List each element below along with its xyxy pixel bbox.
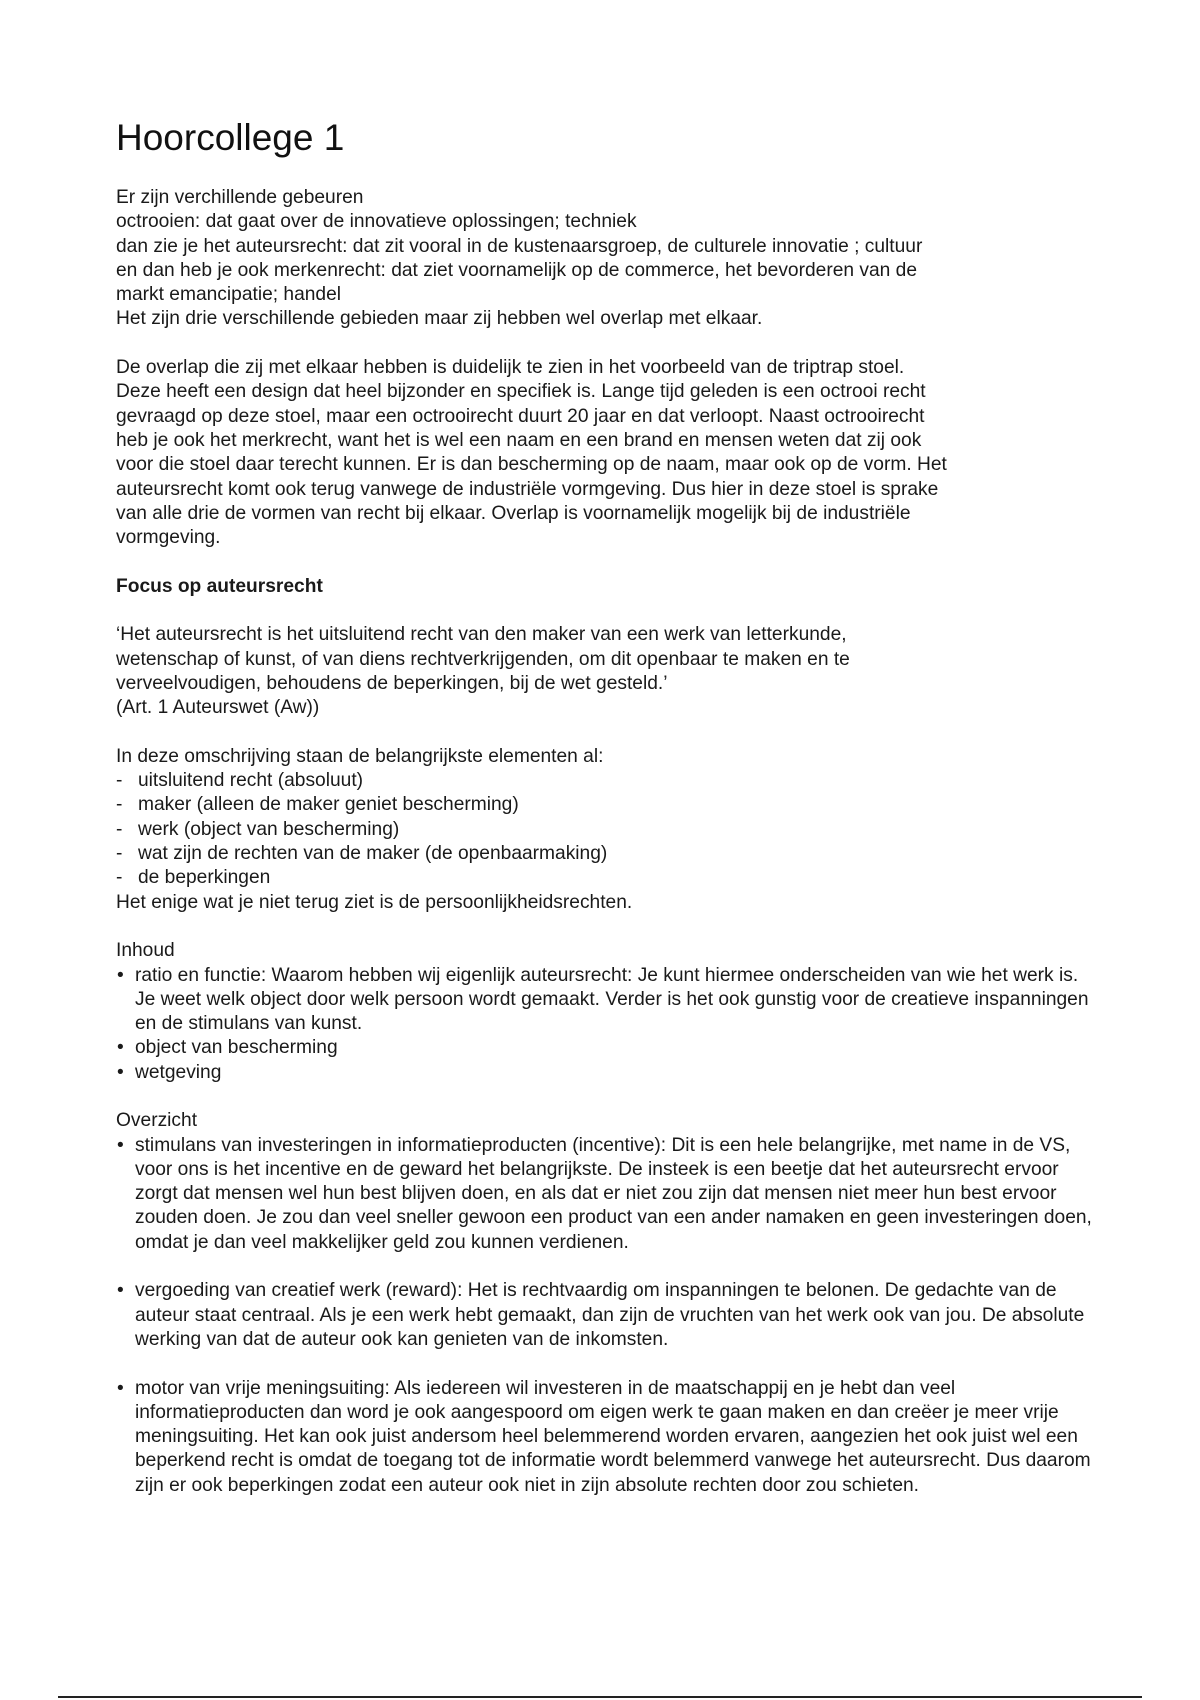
footer-divider bbox=[58, 1696, 1142, 1698]
intro-line: Er zijn verchillende gebeuren bbox=[116, 187, 364, 208]
list-item bbox=[116, 793, 1096, 817]
paragraph-line: gevraagd op deze stoel, maar een octrooirecht duurt 20 jaar en dat verloopt. Naast octrooirecht bbox=[116, 405, 925, 427]
list-item bbox=[116, 1279, 1096, 1352]
list-item bbox=[116, 964, 1096, 1037]
list-item bbox=[116, 769, 1096, 793]
quote-line: verveelvoudigen, behoudens de beperkingen, bij de wet gesteld.’ bbox=[116, 672, 668, 694]
dash-marker: - bbox=[116, 770, 123, 792]
elements-intro: In deze omschrijving staan de belangrijkste elementen al: bbox=[116, 745, 604, 767]
law-quote bbox=[116, 623, 1096, 720]
intro-paragraph bbox=[116, 186, 1096, 332]
document-page bbox=[116, 116, 1096, 1498]
overzicht-list bbox=[116, 1134, 1096, 1255]
intro-line: octrooien: dat gaat over de innovatieve oplossingen; techniek bbox=[116, 211, 637, 233]
list-item-text: de beperkingen bbox=[138, 867, 271, 889]
paragraph-line: heb je ook het merkrecht, want het is wel een naam en een brand en mensen weten dat zij ook bbox=[116, 429, 922, 451]
overzicht-list bbox=[116, 1279, 1096, 1352]
dash-marker: - bbox=[116, 794, 123, 816]
list-item bbox=[116, 866, 1096, 890]
list-item-text: object van bescherming bbox=[135, 1037, 338, 1059]
list-item bbox=[116, 1377, 1096, 1498]
overzicht-heading: Overzicht bbox=[116, 1110, 198, 1132]
list-item-text: uitsluitend recht (absoluut) bbox=[138, 770, 364, 792]
paragraph-line: voor die stoel daar terecht kunnen. Er is dan bescherming op de naam, maar ook op de vorm. Het bbox=[116, 454, 947, 476]
elements-outro: Het enige wat je niet terug ziet is de persoonlijkheidsrechten. bbox=[116, 891, 633, 913]
paragraph-line: Deze heeft een design dat heel bijzonder en specifiek is. Lange tijd geleden is een octrooi recht bbox=[116, 381, 926, 403]
bullet-marker: • bbox=[117, 1134, 124, 1156]
focus-heading: Focus op auteursrecht bbox=[116, 575, 323, 597]
bullet-marker: • bbox=[117, 1037, 124, 1059]
bullet-marker: • bbox=[117, 964, 124, 986]
bullet-marker: • bbox=[117, 1061, 124, 1083]
paragraph-line: van alle drie de vormen van recht bij elkaar. Overlap is voornamelijk mogelijk bij de industriële bbox=[116, 502, 911, 524]
list-item-text: maker (alleen de maker geniet bescherming) bbox=[138, 794, 519, 816]
overzicht-list bbox=[116, 1377, 1096, 1498]
list-item-text: motor van vrije meningsuiting: Als iedereen wil investeren in de maatschappij en je hebt dan veel informatieproducten dan word je ook aangespoord om eigen werk te gaan maken en dan creëer je meer vrije meningsuiting. Het kan ook juist andersom heel belemmerend worden ervaren, aangezien het ook juist wel een beperkend recht is omdat de toegang tot de informatie wordt belemmerd vanwege het auteursrecht. Dus daarom zijn er ook beperkingen zodat een auteur ook niet in zijn absolute rechten door zou schieten. bbox=[135, 1377, 1091, 1496]
list-item-text: wat zijn de rechten van de maker (de openbaarmaking) bbox=[138, 843, 608, 865]
list-item bbox=[116, 1036, 1096, 1060]
dash-marker: - bbox=[116, 843, 123, 865]
bullet-marker: • bbox=[117, 1280, 124, 1302]
intro-line: dan zie je het auteursrecht: dat zit vooral in de kustenaarsgroep, de culturele innovatie ; cultuur bbox=[116, 235, 923, 257]
quote-line: ‘Het auteursrecht is het uitsluitend recht van den maker van een werk van letterkunde, bbox=[116, 624, 847, 646]
elements-list bbox=[116, 769, 1096, 890]
list-item-text: wetgeving bbox=[135, 1061, 222, 1083]
list-item bbox=[116, 1134, 1096, 1255]
dash-marker: - bbox=[116, 818, 123, 840]
list-item bbox=[116, 818, 1096, 842]
intro-line: markt emancipatie; handel bbox=[116, 284, 342, 306]
quote-line: wetenschap of kunst, of van diens rechtverkrijgenden, om dit openbaar te maken en te bbox=[116, 648, 850, 670]
paragraph-line: De overlap die zij met elkaar hebben is duidelijk te zien in het voorbeeld van de triptrap stoel. bbox=[116, 357, 905, 379]
paragraph-line: vormgeving. bbox=[116, 527, 221, 549]
intro-line: en dan heb je ook merkenrecht: dat ziet voornamelijk op de commerce, het bevorderen van de bbox=[116, 259, 918, 281]
inhoud-heading: Inhoud bbox=[116, 940, 175, 962]
paragraph-line: auteursrecht komt ook terug vanwege de industriële vormgeving. Dus hier in deze stoel is sprake bbox=[116, 478, 939, 500]
bullet-marker: • bbox=[117, 1377, 124, 1399]
page-title: Hoorcollege 1 bbox=[116, 117, 345, 158]
list-item-text: stimulans van investeringen in informatieproducten (incentive): Dit is een hele belangrijke, met name in de VS, voor ons is het incentive en de geward het belangrijkste. De insteek is een beetje dat het auteursrecht ervoor zorgt dat mensen wel hun best blijven doen, en als dat er niet zou zijn dat mensen niet meer hun best ervoor zouden doen. Je zou dan veel sneller gewoon een product van een ander namaken en geen investeringen doen, omdat je dan veel makkelijker geld zou kunnen verdienen. bbox=[135, 1134, 1092, 1253]
list-item-text: ratio en functie: Waarom hebben wij eigenlijk auteursrecht: Je kunt hiermee onderscheiden van wie het werk is. Je weet welk object door welk persoon wordt gemaakt. Verder is het ook gunstig voor de creatieve inspanningen en de stimulans van kunst. bbox=[135, 964, 1089, 1035]
list-item-text: vergoeding van creatief werk (reward): Het is rechtvaardig om inspanningen te belonen. De gedachte van de auteur staat centraal. Als je een werk hebt gemaakt, dan zijn de vruchten van het werk ook van jou. De absolute werking van dat de auteur ook kan genieten van de inkomsten. bbox=[135, 1280, 1085, 1350]
overlap-paragraph bbox=[116, 356, 1096, 550]
list-item-text: werk (object van bescherming) bbox=[138, 818, 400, 840]
list-item bbox=[116, 1061, 1096, 1085]
list-item bbox=[116, 842, 1096, 866]
intro-line: Het zijn drie verschillende gebieden maar zij hebben wel overlap met elkaar. bbox=[116, 308, 763, 330]
quote-citation: (Art. 1 Auteurswet (Aw)) bbox=[116, 697, 320, 719]
dash-marker: - bbox=[116, 867, 123, 889]
inhoud-list bbox=[116, 964, 1096, 1085]
